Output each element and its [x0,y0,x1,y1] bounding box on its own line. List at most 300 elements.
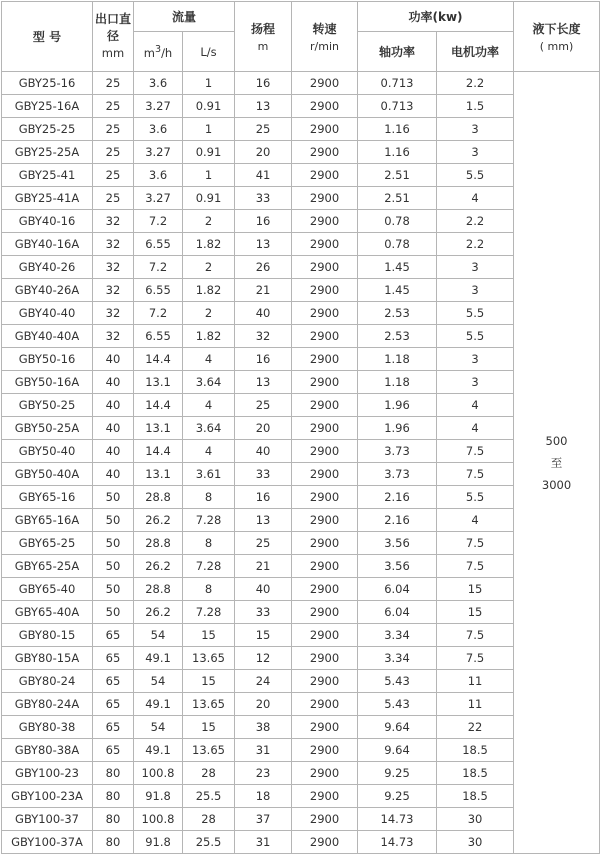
flow-m3h-cell: 28.8 [134,578,183,601]
header-motor-power: 电机功率 [437,32,514,72]
shaft-power-cell: 1.16 [358,141,437,164]
table-row [2,371,600,394]
flow-ls-cell: 13.65 [183,693,235,716]
model-cell: GBY25-16 [2,72,93,95]
flow-ls-cell: 3.64 [183,371,235,394]
outlet-cell: 40 [93,348,134,371]
head-cell: 38 [235,716,292,739]
head-cell: 13 [235,509,292,532]
speed-cell: 2900 [292,210,358,233]
outlet-cell: 32 [93,210,134,233]
flow-m3h-cell: 91.8 [134,785,183,808]
shaft-power-cell: 6.04 [358,578,437,601]
head-cell: 33 [235,187,292,210]
model-cell: GBY80-15 [2,624,93,647]
table-row [2,578,600,601]
speed-cell: 2900 [292,72,358,95]
flow-ls-cell: 0.91 [183,187,235,210]
header-power: 功率(kw) [358,2,514,32]
outlet-cell: 32 [93,325,134,348]
table-row [2,647,600,670]
head-cell: 32 [235,325,292,348]
speed-cell: 2900 [292,233,358,256]
head-cell: 24 [235,670,292,693]
speed-cell: 2900 [292,509,358,532]
flow-ls-cell: 15 [183,716,235,739]
shaft-power-cell: 0.78 [358,210,437,233]
model-cell: GBY80-15A [2,647,93,670]
motor-power-cell: 7.5 [437,624,514,647]
outlet-cell: 50 [93,532,134,555]
motor-power-cell: 4 [437,509,514,532]
table-row [2,670,600,693]
speed-cell: 2900 [292,831,358,854]
flow-m3h-cell: 28.8 [134,532,183,555]
head-cell: 31 [235,739,292,762]
speed-cell: 2900 [292,371,358,394]
shaft-power-cell: 9.25 [358,762,437,785]
header-shaft-power: 轴功率 [358,32,437,72]
shaft-power-cell: 9.25 [358,785,437,808]
flow-m3h-cell: 3.27 [134,141,183,164]
flow-ls-cell: 25.5 [183,785,235,808]
shaft-power-cell: 1.16 [358,118,437,141]
shaft-power-cell: 2.51 [358,187,437,210]
motor-power-cell: 18.5 [437,785,514,808]
motor-power-cell: 11 [437,670,514,693]
header-model: 型 号 [2,2,93,72]
speed-cell: 2900 [292,325,358,348]
table-row [2,624,600,647]
motor-power-cell: 18.5 [437,739,514,762]
head-cell: 16 [235,348,292,371]
flow-m3h-cell: 3.6 [134,118,183,141]
shaft-power-cell: 14.73 [358,808,437,831]
model-cell: GBY65-16A [2,509,93,532]
table-row [2,555,600,578]
shaft-power-cell: 9.64 [358,716,437,739]
model-cell: GBY100-37 [2,808,93,831]
outlet-cell: 65 [93,670,134,693]
header-depth: 液下长度 ( mm) [514,2,600,72]
flow-ls-cell: 4 [183,440,235,463]
flow-ls-cell: 0.91 [183,141,235,164]
model-cell: GBY25-41 [2,164,93,187]
shaft-power-cell: 0.78 [358,233,437,256]
table-row [2,693,600,716]
motor-power-cell: 4 [437,394,514,417]
depth-to: 3000 [541,477,572,492]
motor-power-cell: 22 [437,716,514,739]
model-cell: GBY80-38 [2,716,93,739]
motor-power-cell: 7.5 [437,463,514,486]
head-cell: 20 [235,141,292,164]
model-cell: GBY100-37A [2,831,93,854]
model-cell: GBY65-25A [2,555,93,578]
motor-power-cell: 3 [437,141,514,164]
table-row [2,164,600,187]
model-cell: GBY80-24A [2,693,93,716]
shaft-power-cell: 2.16 [358,486,437,509]
model-cell: GBY25-41A [2,187,93,210]
outlet-cell: 40 [93,417,134,440]
model-cell: GBY40-16A [2,233,93,256]
motor-power-cell: 5.5 [437,325,514,348]
model-cell: GBY50-25 [2,394,93,417]
motor-power-cell: 7.5 [437,647,514,670]
outlet-cell: 50 [93,555,134,578]
speed-cell: 2900 [292,601,358,624]
model-cell: GBY100-23A [2,785,93,808]
flow-m3h-cell: 3.6 [134,72,183,95]
speed-cell: 2900 [292,95,358,118]
motor-power-cell: 5.5 [437,486,514,509]
flow-m3h-cell: 49.1 [134,647,183,670]
head-cell: 33 [235,463,292,486]
head-cell: 21 [235,279,292,302]
head-cell: 25 [235,532,292,555]
flow-ls-cell: 2 [183,302,235,325]
outlet-cell: 40 [93,394,134,417]
table-row [2,808,600,831]
model-cell: GBY50-40A [2,463,93,486]
table-row [2,210,600,233]
head-cell: 13 [235,95,292,118]
head-cell: 21 [235,555,292,578]
motor-power-cell: 5.5 [437,164,514,187]
shaft-power-cell: 6.04 [358,601,437,624]
shaft-power-cell: 14.73 [358,831,437,854]
flow-ls-cell: 28 [183,762,235,785]
outlet-cell: 25 [93,72,134,95]
model-cell: GBY25-25A [2,141,93,164]
flow-ls-cell: 13.65 [183,647,235,670]
motor-power-cell: 2.2 [437,72,514,95]
motor-power-cell: 11 [437,693,514,716]
model-cell: GBY65-16 [2,486,93,509]
flow-m3h-cell: 26.2 [134,509,183,532]
flow-ls-cell: 3.61 [183,463,235,486]
shaft-power-cell: 1.45 [358,256,437,279]
speed-cell: 2900 [292,256,358,279]
shaft-power-cell: 3.34 [358,624,437,647]
motor-power-cell: 4 [437,417,514,440]
flow-m3h-cell: 6.55 [134,279,183,302]
flow-m3h-cell: 49.1 [134,693,183,716]
flow-ls-cell: 0.91 [183,95,235,118]
depth-range-cell [514,72,600,854]
flow-m3h-cell: 6.55 [134,325,183,348]
outlet-cell: 40 [93,440,134,463]
shaft-power-cell: 2.16 [358,509,437,532]
shaft-power-cell: 1.96 [358,394,437,417]
shaft-power-cell: 5.43 [358,670,437,693]
outlet-cell: 25 [93,141,134,164]
flow-m3h-cell: 6.55 [134,233,183,256]
table-row [2,739,600,762]
speed-cell: 2900 [292,279,358,302]
outlet-cell: 25 [93,187,134,210]
motor-power-cell: 2.2 [437,233,514,256]
speed-cell: 2900 [292,164,358,187]
speed-cell: 2900 [292,394,358,417]
outlet-cell: 40 [93,371,134,394]
shaft-power-cell: 3.73 [358,440,437,463]
table-row [2,831,600,854]
speed-cell: 2900 [292,440,358,463]
model-cell: GBY50-40 [2,440,93,463]
head-cell: 37 [235,808,292,831]
flow-m3h-cell: 54 [134,716,183,739]
flow-ls-cell: 7.28 [183,601,235,624]
motor-power-cell: 2.2 [437,210,514,233]
outlet-cell: 50 [93,578,134,601]
table-row [2,233,600,256]
outlet-cell: 40 [93,463,134,486]
flow-m3h-cell: 13.1 [134,417,183,440]
flow-ls-cell: 15 [183,670,235,693]
speed-cell: 2900 [292,670,358,693]
shaft-power-cell: 1.96 [358,417,437,440]
head-cell: 16 [235,486,292,509]
outlet-cell: 65 [93,624,134,647]
flow-m3h-cell: 91.8 [134,831,183,854]
model-cell: GBY25-16A [2,95,93,118]
head-cell: 33 [235,601,292,624]
table-row [2,532,600,555]
model-cell: GBY50-16 [2,348,93,371]
flow-ls-cell: 4 [183,394,235,417]
outlet-cell: 32 [93,233,134,256]
flow-m3h-cell: 3.27 [134,95,183,118]
speed-cell: 2900 [292,463,358,486]
outlet-cell: 32 [93,279,134,302]
motor-power-cell: 1.5 [437,95,514,118]
model-cell: GBY80-24 [2,670,93,693]
table-row [2,509,600,532]
model-cell: GBY50-16A [2,371,93,394]
flow-m3h-cell: 14.4 [134,348,183,371]
flow-ls-cell: 1 [183,72,235,95]
flow-m3h-cell: 54 [134,624,183,647]
flow-m3h-cell: 49.1 [134,739,183,762]
header-outlet-diameter: 出口直 径 mm [93,2,134,72]
model-cell: GBY65-40 [2,578,93,601]
flow-ls-cell: 1.82 [183,279,235,302]
flow-ls-cell: 8 [183,486,235,509]
head-cell: 16 [235,72,292,95]
flow-m3h-cell: 7.2 [134,302,183,325]
head-cell: 40 [235,302,292,325]
speed-cell: 2900 [292,118,358,141]
flow-m3h-cell: 100.8 [134,808,183,831]
speed-cell: 2900 [292,486,358,509]
flow-ls-cell: 15 [183,624,235,647]
flow-m3h-cell: 13.1 [134,463,183,486]
motor-power-cell: 30 [437,808,514,831]
head-cell: 18 [235,785,292,808]
table-row [2,256,600,279]
flow-m3h-cell: 28.8 [134,486,183,509]
shaft-power-cell: 5.43 [358,693,437,716]
flow-m3h-cell: 26.2 [134,555,183,578]
flow-ls-cell: 7.28 [183,555,235,578]
header-flow-ls: L/s [183,32,235,72]
outlet-cell: 50 [93,601,134,624]
speed-cell: 2900 [292,578,358,601]
outlet-cell: 32 [93,302,134,325]
flow-m3h-cell: 7.2 [134,210,183,233]
speed-cell: 2900 [292,532,358,555]
outlet-cell: 80 [93,831,134,854]
flow-ls-cell: 1 [183,118,235,141]
motor-power-cell: 3 [437,371,514,394]
speed-cell: 2900 [292,348,358,371]
table-row [2,440,600,463]
table-row [2,463,600,486]
table-row [2,325,600,348]
speed-cell: 2900 [292,716,358,739]
flow-ls-cell: 2 [183,210,235,233]
model-cell: GBY100-23 [2,762,93,785]
flow-ls-cell: 2 [183,256,235,279]
pump-spec-table [1,1,600,854]
flow-m3h-cell: 100.8 [134,762,183,785]
motor-power-cell: 7.5 [437,555,514,578]
outlet-cell: 80 [93,762,134,785]
shaft-power-cell: 2.53 [358,325,437,348]
motor-power-cell: 3 [437,279,514,302]
outlet-cell: 65 [93,693,134,716]
outlet-cell: 65 [93,716,134,739]
shaft-power-cell: 1.45 [358,279,437,302]
table-row [2,486,600,509]
motor-power-cell: 30 [437,831,514,854]
flow-m3h-cell: 14.4 [134,440,183,463]
outlet-cell: 80 [93,785,134,808]
outlet-cell: 50 [93,486,134,509]
head-cell: 13 [235,233,292,256]
motor-power-cell: 18.5 [437,762,514,785]
header-flow: 流量 [134,2,235,32]
table-row [2,762,600,785]
flow-m3h-cell: 14.4 [134,394,183,417]
shaft-power-cell: 3.34 [358,647,437,670]
flow-m3h-cell: 3.27 [134,187,183,210]
speed-cell: 2900 [292,624,358,647]
flow-ls-cell: 8 [183,578,235,601]
outlet-cell: 25 [93,118,134,141]
outlet-cell: 65 [93,739,134,762]
header-flow-m3h: $m^3/h$ [134,32,183,72]
shaft-power-cell: 3.56 [358,532,437,555]
flow-ls-cell: 1.82 [183,233,235,256]
flow-m3h-cell: 54 [134,670,183,693]
shaft-power-cell: 1.18 [358,348,437,371]
outlet-cell: 80 [93,808,134,831]
speed-cell: 2900 [292,762,358,785]
head-cell: 26 [235,256,292,279]
model-cell: GBY65-25 [2,532,93,555]
speed-cell: 2900 [292,141,358,164]
motor-power-cell: 3 [437,118,514,141]
header-head: 扬程 m [235,2,292,72]
motor-power-cell: 5.5 [437,302,514,325]
table-header [2,2,600,72]
speed-cell: 2900 [292,555,358,578]
motor-power-cell: 7.5 [437,440,514,463]
head-cell: 15 [235,624,292,647]
outlet-cell: 25 [93,95,134,118]
flow-m3h-cell: 26.2 [134,601,183,624]
head-cell: 40 [235,440,292,463]
table-row [2,716,600,739]
outlet-cell: 50 [93,509,134,532]
head-cell: 41 [235,164,292,187]
depth-from: 500 [545,433,568,448]
motor-power-cell: 15 [437,578,514,601]
table-row [2,302,600,325]
flow-m3h-cell: 13.1 [134,371,183,394]
model-cell: GBY40-26 [2,256,93,279]
head-cell: 23 [235,762,292,785]
model-cell: GBY65-40A [2,601,93,624]
shaft-power-cell: 2.53 [358,302,437,325]
shaft-power-cell: 2.51 [358,164,437,187]
table-row [2,141,600,164]
flow-ls-cell: 1 [183,164,235,187]
table-row [2,785,600,808]
model-cell: GBY40-26A [2,279,93,302]
motor-power-cell: 7.5 [437,532,514,555]
motor-power-cell: 3 [437,348,514,371]
speed-cell: 2900 [292,808,358,831]
flow-ls-cell: 8 [183,532,235,555]
model-cell: GBY40-16 [2,210,93,233]
flow-m3h-cell: 7.2 [134,256,183,279]
shaft-power-cell: 1.18 [358,371,437,394]
flow-m3h-cell: 3.6 [134,164,183,187]
table-row [2,348,600,371]
table-row [2,601,600,624]
head-cell: 20 [235,693,292,716]
head-cell: 12 [235,647,292,670]
table-row [2,417,600,440]
model-cell: GBY40-40A [2,325,93,348]
table-row [2,118,600,141]
flow-ls-cell: 4 [183,348,235,371]
speed-cell: 2900 [292,302,358,325]
shaft-power-cell: 0.713 [358,95,437,118]
flow-ls-cell: 3.64 [183,417,235,440]
header-speed: 转速 r/min [292,2,358,72]
shaft-power-cell: 3.56 [358,555,437,578]
head-cell: 40 [235,578,292,601]
speed-cell: 2900 [292,693,358,716]
motor-power-cell: 3 [437,256,514,279]
head-cell: 25 [235,394,292,417]
shaft-power-cell: 0.713 [358,72,437,95]
motor-power-cell: 4 [437,187,514,210]
head-cell: 13 [235,371,292,394]
table-body [2,72,600,854]
model-cell: GBY25-25 [2,118,93,141]
flow-ls-cell: 7.28 [183,509,235,532]
outlet-cell: 25 [93,164,134,187]
flow-ls-cell: 25.5 [183,831,235,854]
speed-cell: 2900 [292,647,358,670]
speed-cell: 2900 [292,187,358,210]
